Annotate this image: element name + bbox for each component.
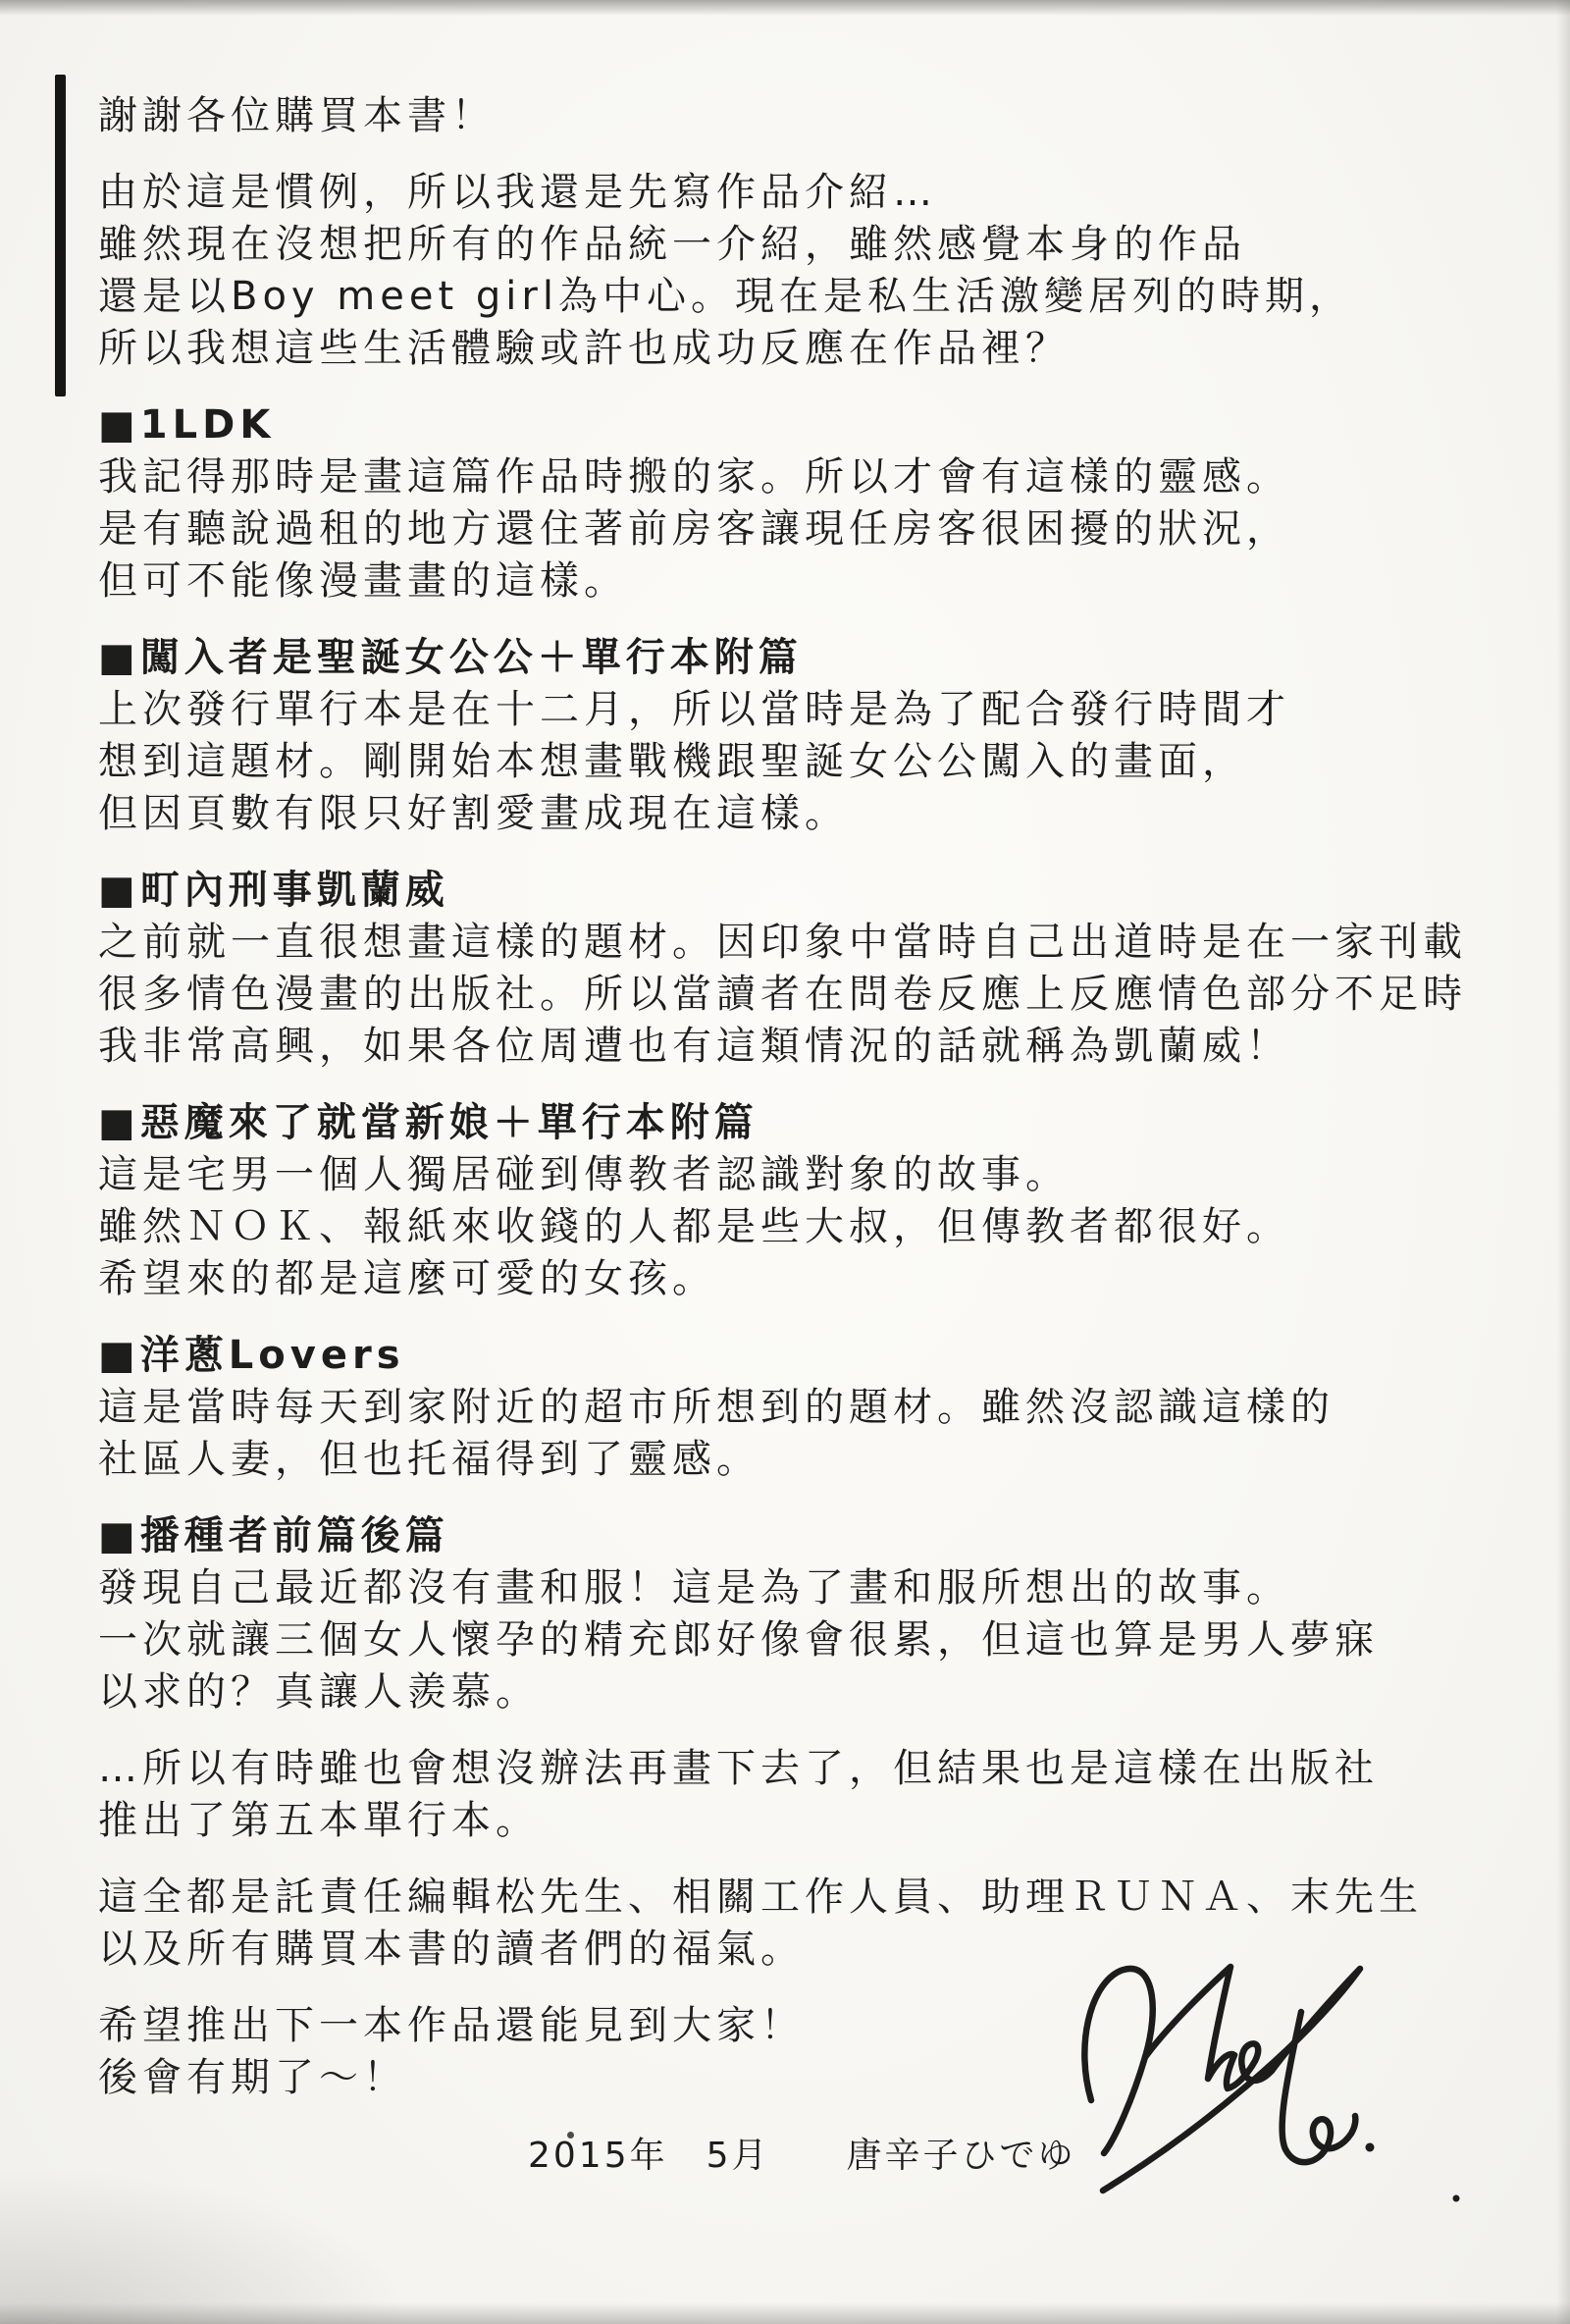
text-line: 以求的？真讓人羨慕。	[98, 1669, 540, 1715]
scan-edge-top	[0, 0, 1570, 16]
greeting-line: 謝謝各位購買本書！	[98, 93, 496, 138]
scan-corner-shadow	[0, 2167, 412, 2324]
signature-image	[1070, 1951, 1482, 2226]
scan-edge-right	[1556, 0, 1570, 2324]
section-devil-bride	[98, 1097, 1541, 1305]
text-line: 這全都是託責任編輯松先生、相關工作人員、助理ＲＵＮＡ、末先生	[98, 1875, 1423, 1920]
text-line: 希望推出下一本作品還能見到大家！	[98, 2003, 805, 2048]
section-title: ■洋蔥Lovers	[98, 1333, 405, 1378]
text-line: 上次發行單行本是在十二月，所以當時是為了配合發行時間才	[98, 687, 1290, 732]
text-line: 之前就一直很想畫這樣的題材。因印象中當時自己出道時是在一家刊載	[98, 920, 1467, 965]
section-1ldk	[98, 399, 1541, 607]
signature-period-dot	[1453, 2195, 1460, 2202]
text-line: 是有聽說過租的地方還住著前房客讓現任房客很困擾的狀況，	[98, 506, 1290, 552]
text-line: 還是以Boy meet girl為中心。現在是私生活激變居列的時期，	[98, 274, 1353, 319]
text-line: …所以有時雖也會想沒辦法再畫下去了，但結果也是這樣在出版社	[98, 1746, 1379, 1791]
section-title: ■播種者前篇後篇	[98, 1513, 449, 1558]
text-line: 後會有期了～！	[98, 2055, 407, 2100]
text-line: 雖然ＮＯＫ、報紙來收錢的人都是些大叔，但傳教者都很好。	[98, 1204, 1290, 1249]
intro-paragraph	[98, 167, 1541, 375]
text-line: 發現自己最近都沒有畫和服！這是為了畫和服所想出的故事。	[98, 1565, 1290, 1611]
text-line: 推出了第五本單行本。	[98, 1798, 540, 1843]
text-line: 所以我想這些生活體驗或許也成功反應在作品裡？	[98, 326, 1070, 371]
text-line: 希望來的都是這麼可愛的女孩。	[98, 1256, 716, 1301]
section-title: ■闖入者是聖誕女公公＋單行本附篇	[98, 635, 803, 680]
text-line: 由於這是慣例，所以我還是先寫作品介紹…	[98, 170, 937, 215]
text-line: 社區人妻，但也托福得到了靈感。	[98, 1437, 760, 1482]
text-line: 這是宅男一個人獨居碰到傳教者認識對象的故事。	[98, 1152, 1070, 1197]
date-author-line: 2015年 5月 唐辛子ひでゆ	[528, 2136, 1076, 2176]
text-line: 但因頁數有限只好割愛畫成現在這樣。	[98, 791, 849, 836]
section-seeder	[98, 1510, 1541, 1718]
section-title: ■1LDK	[98, 402, 276, 448]
signature-stroke	[1145, 1967, 1272, 2088]
text-line: 我非常高興，如果各位周遭也有這類情況的話就稱為凱蘭威！	[98, 1024, 1290, 1069]
signature-dot	[1366, 2143, 1375, 2152]
section-title: ■惡魔來了就當新娘＋單行本附篇	[98, 1100, 759, 1145]
text-line: 很多情色漫畫的出版社。所以當讀者在問卷反應上反應情色部分不足時	[98, 972, 1467, 1017]
signature-stroke	[1282, 2012, 1356, 2162]
section-town-detective	[98, 865, 1541, 1073]
text-line: 但可不能像漫畫畫的這樣。	[98, 558, 628, 604]
section-title: ■町內刑事凱蘭威	[98, 868, 449, 913]
text-line: 雖然現在沒想把所有的作品統一介紹，雖然感覺本身的作品	[98, 222, 1246, 267]
greeting-paragraph	[98, 90, 1541, 142]
text-line: 想到這題材。剛開始本想畫戰機跟聖誕女公公闖入的畫面，	[98, 739, 1246, 784]
section-onion-lovers	[98, 1330, 1541, 1486]
text-line: 一次就讓三個女人懷孕的精充郎好像會很累，但這也算是男人夢寐	[98, 1617, 1379, 1663]
scan-artifact-line	[55, 75, 66, 396]
text-line: 以及所有購買本書的讀者們的福氣。	[98, 1927, 805, 1972]
text-line: 我記得那時是畫這篇作品時搬的家。所以才會有這樣的靈感。	[98, 454, 1290, 500]
closing-paragraph-1	[98, 1743, 1541, 1847]
afterword-text	[98, 90, 1541, 2181]
text-line: 這是當時每天到家附近的超市所想到的題材。雖然沒認識這樣的	[98, 1385, 1334, 1430]
signature-stroke	[1084, 1969, 1152, 2153]
section-intruder-santa	[98, 632, 1541, 840]
